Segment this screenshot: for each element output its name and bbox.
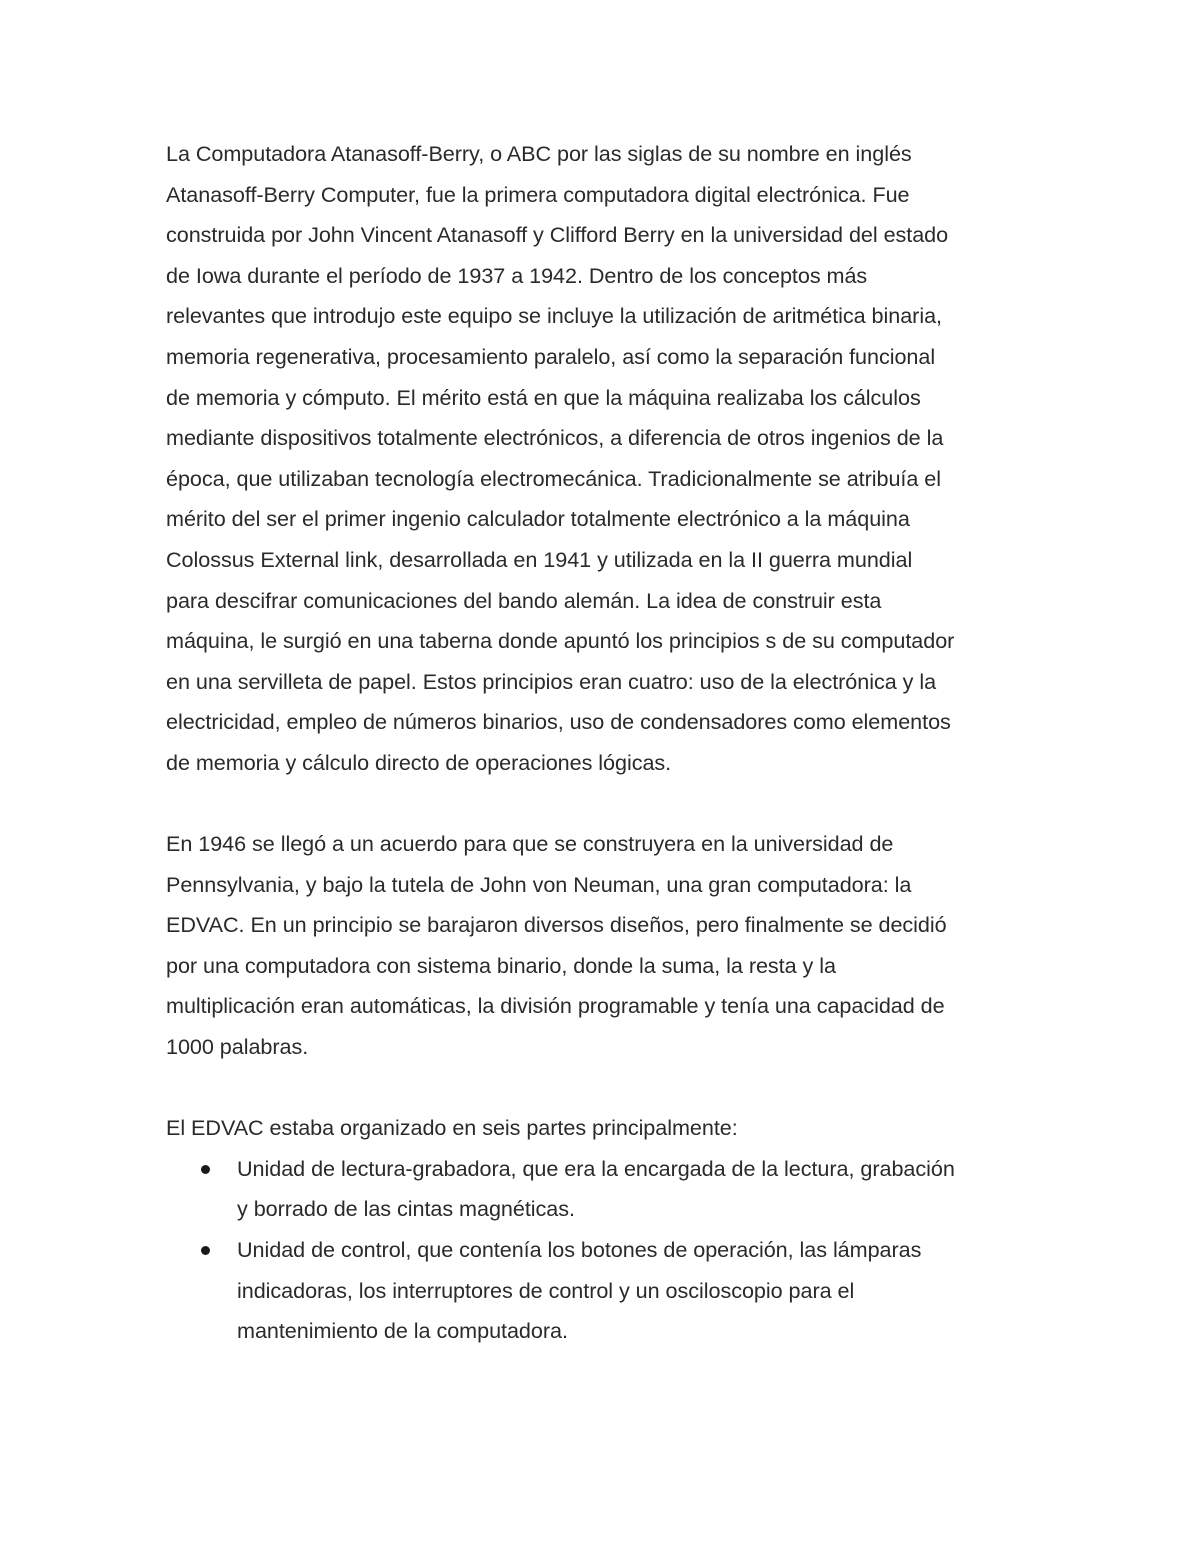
list-item bbox=[166, 1230, 1046, 1352]
text-line: Colossus External link, desarrollada en 1941 y utilizada en la II guerra mundial bbox=[166, 546, 913, 572]
paragraph-spacer bbox=[166, 1068, 1046, 1109]
text-line: mantenimiento de la computadora. bbox=[237, 1318, 568, 1344]
edvac-parts-list bbox=[166, 1149, 1046, 1352]
text-line: y borrado de las cintas magnéticas. bbox=[237, 1196, 575, 1222]
text-line: relevantes que introdujo este equipo se incluye la utilización de aritmética binaria, bbox=[166, 303, 942, 329]
text-line: Unidad de lectura-grabadora, que era la encargada de la lectura, grabación bbox=[237, 1155, 955, 1181]
paragraph-edvac-agreement bbox=[166, 824, 1046, 1068]
text-line: EDVAC. En un principio se barajaron diversos diseños, pero finalmente se decidió bbox=[166, 912, 947, 938]
text-line: en una servilleta de papel. Estos principios eran cuatro: uso de la electrónica y la bbox=[166, 668, 937, 694]
text-line: de memoria y cálculo directo de operaciones lógicas. bbox=[166, 749, 672, 775]
list-item bbox=[166, 1149, 1046, 1230]
text-line: máquina, le surgió en una taberna donde apuntó los principios s de su computador bbox=[166, 628, 955, 654]
text-line: de Iowa durante el período de 1937 a 1942. Dentro de los conceptos más bbox=[166, 262, 868, 288]
text-line: memoria regenerativa, procesamiento paralelo, así como la separación funcional bbox=[166, 343, 936, 369]
text-line: En 1946 se llegó a un acuerdo para que se construyera en la universidad de bbox=[166, 831, 894, 857]
text-line: construida por John Vincent Atanasoff y Clifford Berry en la universidad del estado bbox=[166, 222, 949, 248]
text-line: por una computadora con sistema binario, donde la suma, la resta y la bbox=[166, 952, 836, 978]
document-body bbox=[166, 134, 1046, 1352]
text-line: época, que utilizaban tecnología electromecánica. Tradicionalmente se atribuía el bbox=[166, 465, 942, 491]
text-line: para descifrar comunicaciones del bando alemán. La idea de construir esta bbox=[166, 587, 882, 613]
text-line: de memoria y cómputo. El mérito está en que la máquina realizaba los cálculos bbox=[166, 384, 921, 410]
text-line: La Computadora Atanasoff-Berry, o ABC por las siglas de su nombre en inglés bbox=[166, 141, 912, 166]
text-line: mediante dispositivos totalmente electrónicos, a diferencia de otros ingenios de la bbox=[166, 425, 944, 451]
text-line: Unidad de control, que contenía los botones de operación, las lámparas bbox=[237, 1237, 922, 1263]
text-line: mérito del ser el primer ingenio calculador totalmente electrónico a la máquina bbox=[166, 506, 910, 532]
text-line: multiplicación eran automáticas, la división programable y tenía una capacidad de bbox=[166, 993, 945, 1019]
bullet-icon bbox=[201, 1246, 210, 1255]
text-line: 1000 palabras. bbox=[166, 1034, 309, 1060]
paragraph-abc bbox=[166, 134, 1046, 784]
text-line: electricidad, empleo de números binarios, uso de condensadores como elementos bbox=[166, 709, 951, 735]
text-line: Pennsylvania, y bajo la tutela de John von Neuman, una gran computadora: la bbox=[166, 871, 912, 897]
paragraph-edvac-parts-intro bbox=[166, 1108, 1046, 1149]
paragraph-spacer bbox=[166, 784, 1046, 825]
text-line: indicadoras, los interruptores de control y un osciloscopio para el bbox=[237, 1277, 855, 1303]
text-line: El EDVAC estaba organizado en seis partes principalmente: bbox=[166, 1115, 738, 1141]
bullet-icon bbox=[201, 1165, 210, 1174]
text-line: Atanasoff-Berry Computer, fue la primera computadora digital electrónica. Fue bbox=[166, 181, 910, 207]
